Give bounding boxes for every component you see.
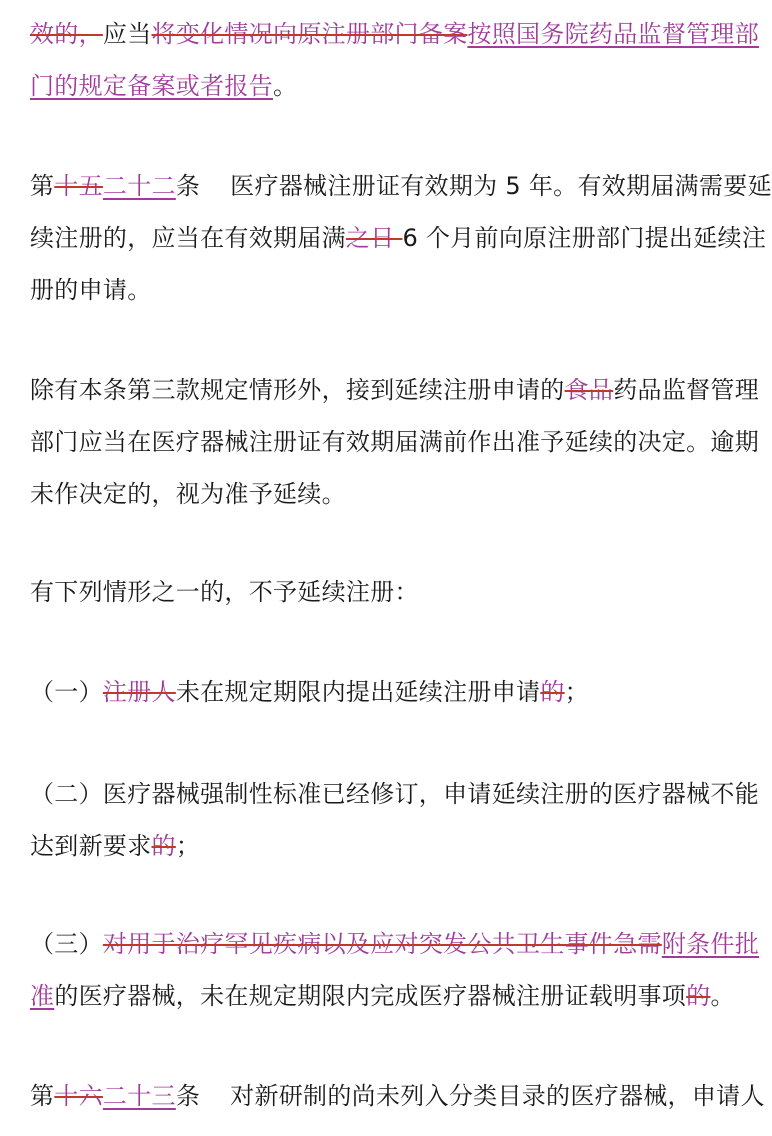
text: 的医疗器械，未在规定期限内完成医疗器械注册证载明事项: [54, 982, 687, 1010]
paragraph-continuation: [30, 8, 760, 112]
list-item-3: [30, 918, 760, 1022]
text-line: [30, 918, 760, 970]
list-item-2: [30, 768, 759, 872]
text-line: [30, 416, 759, 468]
text-line: [30, 364, 760, 416]
text: 应当: [102, 20, 152, 48]
text: ；: [564, 678, 589, 706]
deleted-text: 之日: [345, 224, 403, 252]
paragraph-renewal-decision: [30, 364, 760, 520]
list-item-1: [30, 666, 720, 718]
paragraph-conditions-intro: [30, 566, 720, 618]
text-line: [30, 666, 720, 718]
deleted-text: 的: [686, 982, 711, 1010]
inserted-text: 准: [30, 982, 55, 1010]
text-line: 有下列情形之一的，不予延续注册：: [30, 578, 419, 606]
text: 。: [710, 982, 735, 1010]
text: 续注册的，应当在有效期届满: [30, 224, 346, 252]
text: 达到新要求: [30, 832, 152, 860]
text: 条: [175, 172, 201, 200]
text: 未作决定的，视为准予延续。: [30, 480, 346, 508]
text: 6 个月前向原注册部门提出延续注: [402, 224, 767, 252]
text-line: [30, 212, 767, 264]
inserted-text: 按照国务院药品监督管理部: [467, 20, 760, 48]
text: （二）医疗器械强制性标准已经修订，申请延续注册的医疗器械不能: [30, 780, 759, 808]
text-line: [30, 820, 720, 872]
deleted-text: 注册人: [102, 678, 176, 706]
deleted-text: 食品: [564, 376, 614, 404]
article-22: [30, 160, 772, 316]
deleted-text: 的: [540, 678, 565, 706]
text: ；: [175, 832, 201, 860]
text: 册的申请。: [30, 276, 152, 304]
text-line: [30, 970, 735, 1022]
deleted-text: 十六: [54, 1082, 103, 1110]
text-line: [30, 8, 760, 60]
inserted-text: 二十二: [102, 172, 176, 200]
text: （三）: [30, 930, 103, 958]
deleted-text: 的: [151, 832, 176, 860]
text-line: [30, 768, 759, 820]
text: 部门应当在医疗器械注册证有效期届满前作出准予延续的决定。逾期: [30, 428, 759, 456]
text: （一）: [30, 678, 103, 706]
inserted-text: 门的规定备案或者报告: [30, 72, 273, 100]
text: 未在规定期限内提出延续注册申请: [175, 678, 541, 706]
inserted-text: 二十三: [102, 1082, 176, 1110]
text: 。: [273, 72, 298, 100]
text-line: [30, 468, 720, 520]
text: 除有本条第三款规定情形外，接到延续注册申请的: [30, 376, 565, 404]
deleted-text: 效的，: [30, 20, 103, 48]
deleted-text: 十五: [54, 172, 103, 200]
text-line: [30, 1070, 765, 1122]
text: 第: [30, 1082, 55, 1110]
text: 第: [30, 172, 55, 200]
inserted-text: 附条件批: [661, 930, 760, 958]
text-line: [30, 264, 720, 316]
text: 医疗器械注册证有效期为 5 年。有效期届满需要延: [230, 172, 772, 200]
text: 对新研制的尚未列入分类目录的医疗器械，申请人: [230, 1082, 765, 1110]
text: 条: [175, 1082, 201, 1110]
deleted-text: 对用于治疗罕见疾病以及应对突发公共卫生事件急需: [102, 930, 662, 958]
deleted-text: 将变化情况向原注册部门备案: [151, 20, 468, 48]
text-line: [30, 60, 720, 112]
text: 药品监督管理: [613, 376, 760, 404]
text-line: [30, 160, 772, 212]
article-23: [30, 1070, 765, 1122]
